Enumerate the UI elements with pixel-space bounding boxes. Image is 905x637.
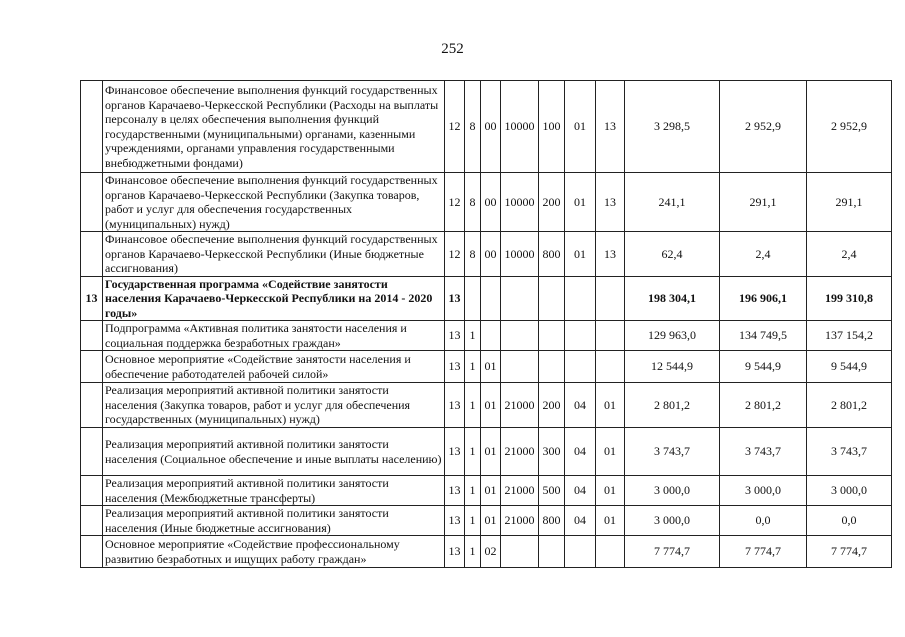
- code-4: 21000: [501, 383, 539, 428]
- code-6: [565, 276, 596, 321]
- value-2018: 7 774,7: [625, 536, 720, 568]
- code-5: 100: [539, 81, 565, 173]
- code-1: 13: [445, 506, 465, 536]
- value-2018: 3 298,5: [625, 81, 720, 173]
- value-2018: 3 743,7: [625, 428, 720, 476]
- code-2: 8: [465, 232, 481, 277]
- row-number: [81, 476, 103, 506]
- code-7: [596, 276, 625, 321]
- code-7: 01: [596, 383, 625, 428]
- code-2: 1: [465, 428, 481, 476]
- row-number: [81, 428, 103, 476]
- code-6: [565, 321, 596, 351]
- code-2: 8: [465, 173, 481, 232]
- value-2019: 2,4: [720, 232, 807, 277]
- row-name: Основное мероприятие «Содействие занятости населения и обеспечение работодателей рабочей силой»: [103, 351, 445, 383]
- code-6: [565, 351, 596, 383]
- value-2020: 137 154,2: [807, 321, 892, 351]
- value-2020: 9 544,9: [807, 351, 892, 383]
- value-2018: 198 304,1: [625, 276, 720, 321]
- code-1: 13: [445, 383, 465, 428]
- row-number: [81, 536, 103, 568]
- code-7: [596, 351, 625, 383]
- code-3: [481, 321, 501, 351]
- code-1: 12: [445, 232, 465, 277]
- value-2019: 3 743,7: [720, 428, 807, 476]
- table-row: [81, 276, 892, 321]
- code-3: 01: [481, 506, 501, 536]
- value-2020: 2,4: [807, 232, 892, 277]
- table-row: [81, 232, 892, 277]
- code-3: [481, 276, 501, 321]
- value-2018: 3 000,0: [625, 506, 720, 536]
- code-6: 04: [565, 506, 596, 536]
- code-2: 1: [465, 321, 481, 351]
- row-number: [81, 81, 103, 173]
- row-number: [81, 321, 103, 351]
- table-row: [81, 476, 892, 506]
- row-name: Реализация мероприятий активной политики занятости населения (Межбюджетные трансферты): [103, 476, 445, 506]
- code-1: 13: [445, 476, 465, 506]
- value-2019: 2 801,2: [720, 383, 807, 428]
- row-number: [81, 173, 103, 232]
- row-name: Финансовое обеспечение выполнения функций государственных органов Карачаево-Черкесской Республики (Закупка товаров, работ и услуг для обеспечения государственных (муниципальных) нужд): [103, 173, 445, 232]
- code-1: 13: [445, 536, 465, 568]
- row-name: Государственная программа «Содействие занятости населения Карачаево-Черкесской Республики на 2014 - 2020 годы»: [103, 276, 445, 321]
- code-5: 200: [539, 173, 565, 232]
- value-2020: 3 743,7: [807, 428, 892, 476]
- table-row: [81, 351, 892, 383]
- code-7: [596, 536, 625, 568]
- value-2020: 2 952,9: [807, 81, 892, 173]
- code-4: [501, 351, 539, 383]
- code-6: 01: [565, 173, 596, 232]
- row-number: [81, 506, 103, 536]
- code-4: 10000: [501, 232, 539, 277]
- code-5: 800: [539, 232, 565, 277]
- page-number: 252: [441, 41, 464, 57]
- code-6: 04: [565, 476, 596, 506]
- code-3: 01: [481, 351, 501, 383]
- code-7: 01: [596, 428, 625, 476]
- code-4: [501, 276, 539, 321]
- code-7: 13: [596, 232, 625, 277]
- code-2: 1: [465, 351, 481, 383]
- table-row: [81, 173, 892, 232]
- code-3: 00: [481, 81, 501, 173]
- value-2019: 134 749,5: [720, 321, 807, 351]
- value-2020: 7 774,7: [807, 536, 892, 568]
- code-6: 04: [565, 428, 596, 476]
- table-row: [81, 383, 892, 428]
- value-2018: 241,1: [625, 173, 720, 232]
- value-2019: 291,1: [720, 173, 807, 232]
- code-5: [539, 321, 565, 351]
- value-2019: 2 952,9: [720, 81, 807, 173]
- value-2019: 9 544,9: [720, 351, 807, 383]
- value-2020: 291,1: [807, 173, 892, 232]
- row-name: Финансовое обеспечение выполнения функций государственных органов Карачаево-Черкесской Республики (Расходы на выплаты персоналу в целях обеспечения выполнения функций государственными (муниципальными) органами, казенными учреждениями, органами управления государственными внебюджетными фондами): [103, 81, 445, 173]
- code-7: 01: [596, 476, 625, 506]
- code-2: 1: [465, 536, 481, 568]
- code-6: 01: [565, 232, 596, 277]
- code-2: 1: [465, 383, 481, 428]
- code-2: [465, 276, 481, 321]
- value-2019: 7 774,7: [720, 536, 807, 568]
- table-row: [81, 321, 892, 351]
- code-5: [539, 536, 565, 568]
- code-4: 10000: [501, 173, 539, 232]
- code-4: 21000: [501, 476, 539, 506]
- code-1: 13: [445, 351, 465, 383]
- value-2018: 62,4: [625, 232, 720, 277]
- code-7: 13: [596, 81, 625, 173]
- code-2: 8: [465, 81, 481, 173]
- table-row: [81, 536, 892, 568]
- value-2020: 199 310,8: [807, 276, 892, 321]
- row-name: Реализация мероприятий активной политики занятости населения (Закупка товаров, работ и услуг для обеспечения государственных (муниципальных) нужд): [103, 383, 445, 428]
- value-2020: 3 000,0: [807, 476, 892, 506]
- code-3: 00: [481, 173, 501, 232]
- code-5: [539, 351, 565, 383]
- code-3: 02: [481, 536, 501, 568]
- value-2018: 129 963,0: [625, 321, 720, 351]
- code-3: 01: [481, 476, 501, 506]
- row-number: [81, 232, 103, 277]
- code-3: 01: [481, 383, 501, 428]
- code-2: 1: [465, 506, 481, 536]
- row-name: Основное мероприятие «Содействие профессиональному развитию безработных и ищущих работу граждан»: [103, 536, 445, 568]
- code-4: 10000: [501, 81, 539, 173]
- table-row: [81, 506, 892, 536]
- row-name: Реализация мероприятий активной политики занятости населения (Социальное обеспечение и иные выплаты населению): [103, 428, 445, 476]
- row-number: [81, 351, 103, 383]
- code-4: 21000: [501, 506, 539, 536]
- code-5: 800: [539, 506, 565, 536]
- value-2019: 0,0: [720, 506, 807, 536]
- value-2018: 2 801,2: [625, 383, 720, 428]
- value-2018: 3 000,0: [625, 476, 720, 506]
- code-3: 01: [481, 428, 501, 476]
- code-6: 04: [565, 383, 596, 428]
- table-row: [81, 81, 892, 173]
- code-7: [596, 321, 625, 351]
- value-2020: 0,0: [807, 506, 892, 536]
- code-5: 300: [539, 428, 565, 476]
- value-2020: 2 801,2: [807, 383, 892, 428]
- code-6: 01: [565, 81, 596, 173]
- code-5: [539, 276, 565, 321]
- code-4: [501, 536, 539, 568]
- code-7: 13: [596, 173, 625, 232]
- code-3: 00: [481, 232, 501, 277]
- row-name: Финансовое обеспечение выполнения функций государственных органов Карачаево-Черкесской Республики (Иные бюджетные ассигнования): [103, 232, 445, 277]
- value-2019: 196 906,1: [720, 276, 807, 321]
- value-2019: 3 000,0: [720, 476, 807, 506]
- code-1: 12: [445, 173, 465, 232]
- code-5: 200: [539, 383, 565, 428]
- code-4: 21000: [501, 428, 539, 476]
- code-1: 13: [445, 276, 465, 321]
- budget-table: [80, 80, 892, 568]
- value-2018: 12 544,9: [625, 351, 720, 383]
- code-7: 01: [596, 506, 625, 536]
- code-1: 13: [445, 428, 465, 476]
- code-4: [501, 321, 539, 351]
- code-1: 13: [445, 321, 465, 351]
- code-2: 1: [465, 476, 481, 506]
- code-6: [565, 536, 596, 568]
- row-number: [81, 383, 103, 428]
- table-body: [81, 81, 892, 568]
- row-name: Реализация мероприятий активной политики занятости населения (Иные бюджетные ассигнования): [103, 506, 445, 536]
- row-number: 13: [81, 276, 103, 321]
- code-1: 12: [445, 81, 465, 173]
- row-name: Подпрограмма «Активная политика занятости населения и социальная поддержка безработных граждан»: [103, 321, 445, 351]
- code-5: 500: [539, 476, 565, 506]
- table-row: [81, 428, 892, 476]
